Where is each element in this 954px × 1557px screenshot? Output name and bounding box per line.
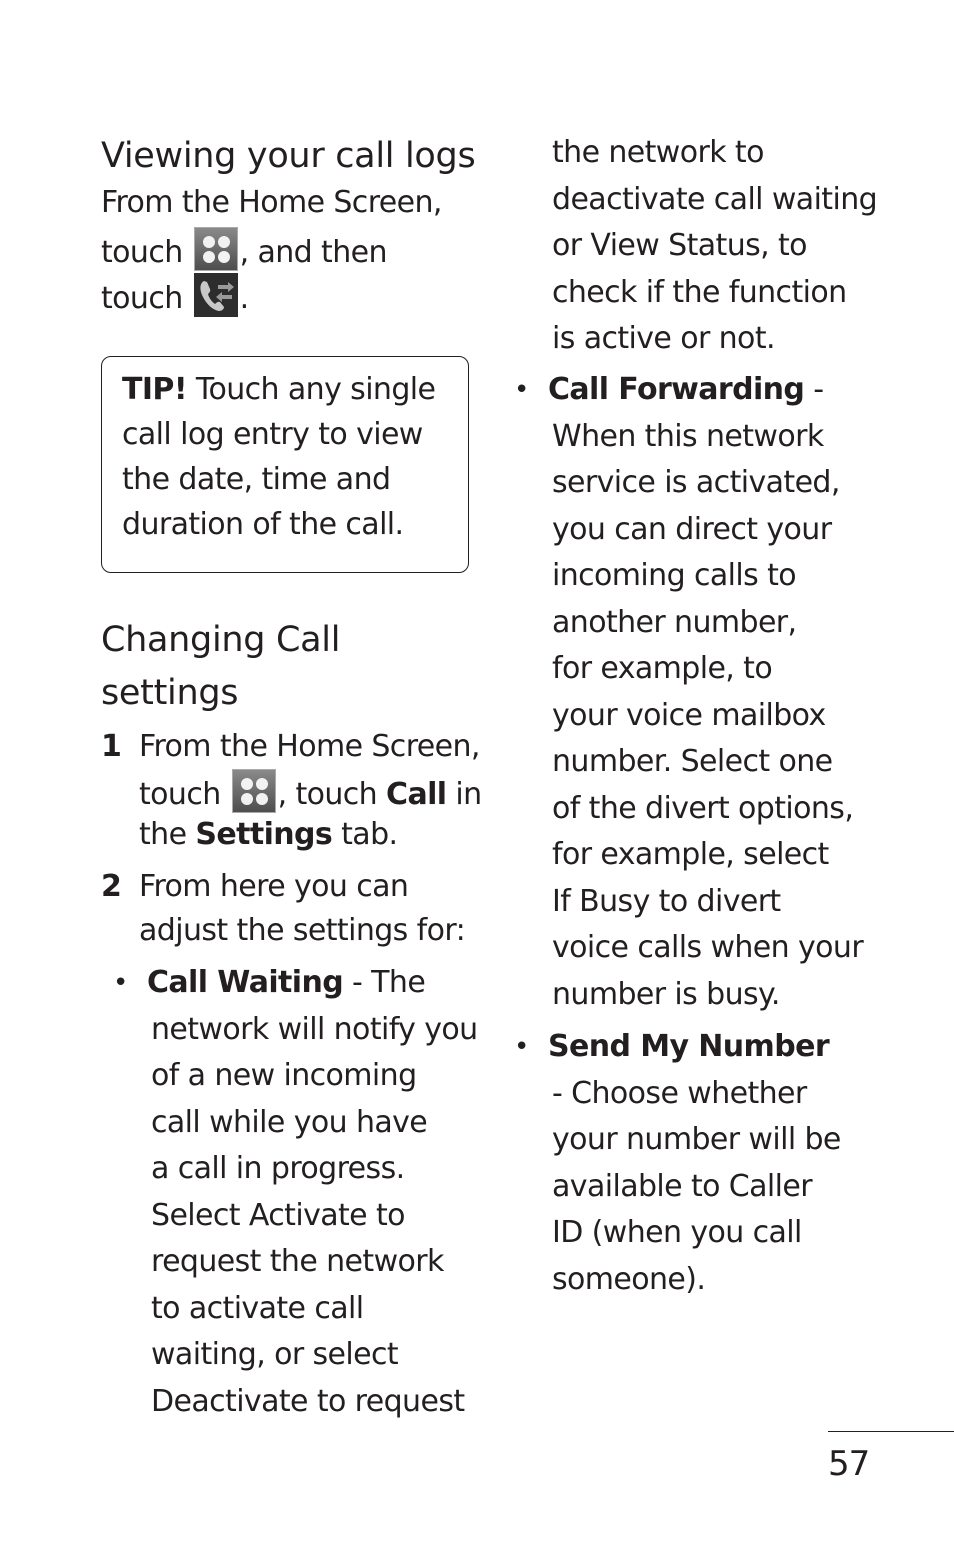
section-changing-call-settings	[101, 614, 340, 720]
tip-box	[101, 356, 469, 573]
step-number: 1	[101, 729, 122, 764]
bullet-line: your voice mailbox	[552, 697, 826, 733]
bullet-line: request the network	[151, 1244, 444, 1279]
bullet-line: of a new incoming	[151, 1058, 417, 1093]
tip-label: TIP!	[122, 372, 187, 407]
bullet-line: another number,	[552, 604, 797, 640]
bullet-term: Send My Number	[548, 1029, 830, 1064]
title-line: Changing Call	[101, 620, 341, 660]
step-2	[101, 865, 491, 953]
bullet-line: a call in progress.	[151, 1151, 405, 1186]
bullet-line: for example, select	[552, 837, 829, 872]
step-text-span: in	[446, 777, 482, 812]
title-line: settings	[101, 673, 239, 713]
step-line: adjust the settings for:	[139, 913, 466, 948]
step-line	[139, 769, 491, 813]
bullet-line: your number will be	[552, 1122, 841, 1157]
bullet-line: - Choose whether	[552, 1075, 807, 1111]
instruction-line: From the Home Screen,	[101, 185, 442, 220]
bullet-line: incoming calls to	[552, 558, 796, 593]
call-logs-instructions	[101, 180, 481, 320]
step-line: From the Home Screen,	[139, 729, 480, 764]
tip-line: the date, time and	[122, 462, 391, 497]
apps-grid-icon	[194, 227, 238, 271]
bullet-line	[548, 367, 898, 414]
bullet-line	[147, 960, 487, 1007]
call-log-icon	[194, 273, 238, 317]
bullet-dot: •	[514, 375, 530, 405]
bullet-line: someone).	[552, 1261, 706, 1297]
step-number: 2	[101, 869, 122, 904]
bullet-line: service is activated,	[552, 465, 840, 500]
instruction-line	[101, 227, 481, 274]
settings-tab-label: Settings	[195, 817, 333, 852]
bullet-line: of the divert options,	[552, 790, 854, 826]
bullet-line: available to Caller	[552, 1168, 812, 1204]
tip-line: duration of the call.	[122, 507, 404, 542]
step-line	[139, 813, 491, 857]
step-text-span: , touch	[277, 777, 387, 812]
bullet-line: or View Status, to	[552, 228, 807, 263]
bullet-line: call while you have	[151, 1104, 428, 1140]
step-line: From here you can	[139, 869, 409, 904]
bullet-line: If Busy to divert	[552, 883, 781, 919]
bullet-line: Deactivate to request	[151, 1383, 465, 1419]
step-1	[101, 725, 491, 857]
bullet-line: for example, to	[552, 651, 773, 686]
bullet-term: Call Waiting	[147, 965, 344, 1000]
step-text	[139, 865, 491, 953]
instruction-text: touch	[101, 281, 192, 316]
bullet-line: waiting, or select	[151, 1337, 399, 1372]
bullet-line: check if the function	[552, 274, 847, 310]
step-text-span: touch	[139, 777, 230, 812]
step-text	[139, 725, 491, 857]
instruction-line	[101, 273, 481, 320]
bullet-line: number is busy.	[552, 976, 780, 1012]
step-text-span: tab.	[332, 817, 398, 852]
page-number: 57	[828, 1444, 870, 1484]
bullet-line: you can direct your	[552, 511, 832, 547]
tip-line	[122, 367, 468, 412]
bullet-line: to activate call	[151, 1290, 364, 1326]
bullet-line: the network to	[552, 135, 764, 170]
bullet-line: When this network	[552, 418, 824, 454]
bullet-line	[548, 1024, 898, 1071]
bullet-text-span: -	[804, 372, 824, 407]
bullet-dot: •	[113, 968, 129, 998]
bullet-line: network will notify you	[151, 1011, 478, 1047]
tip-text-span: Touch any single	[186, 372, 436, 407]
section-title-call-logs: Viewing your call logs	[101, 136, 476, 176]
instruction-text: touch	[101, 234, 192, 270]
section-title-call-settings	[101, 614, 340, 720]
footer-divider	[828, 1431, 954, 1432]
step-text-span: the	[139, 817, 196, 852]
bullet-text	[552, 130, 892, 363]
bullet-line: ID (when you call	[552, 1215, 802, 1250]
instruction-text: .	[239, 281, 249, 316]
bullet-term: Call Forwarding	[548, 372, 805, 407]
tip-line: call log entry to view	[122, 417, 423, 452]
instruction-text: , and then	[239, 234, 387, 270]
tip-text	[122, 367, 468, 547]
section-viewing-call-logs	[101, 130, 481, 320]
bullet-line: is active or not.	[552, 321, 775, 356]
apps-grid-icon	[232, 769, 276, 813]
bullet-line: Select Activate to	[151, 1197, 405, 1233]
call-menu-label: Call	[386, 777, 447, 812]
bullet-line: voice calls when your	[552, 930, 864, 965]
bullet-text	[548, 367, 898, 1018]
bullet-text	[147, 960, 487, 1425]
bullet-line: number. Select one	[552, 744, 833, 779]
bullet-dot: •	[514, 1032, 530, 1062]
bullet-line: deactivate call waiting	[552, 181, 878, 217]
bullet-text	[548, 1024, 898, 1303]
bullet-text-span: - The	[343, 965, 426, 1000]
